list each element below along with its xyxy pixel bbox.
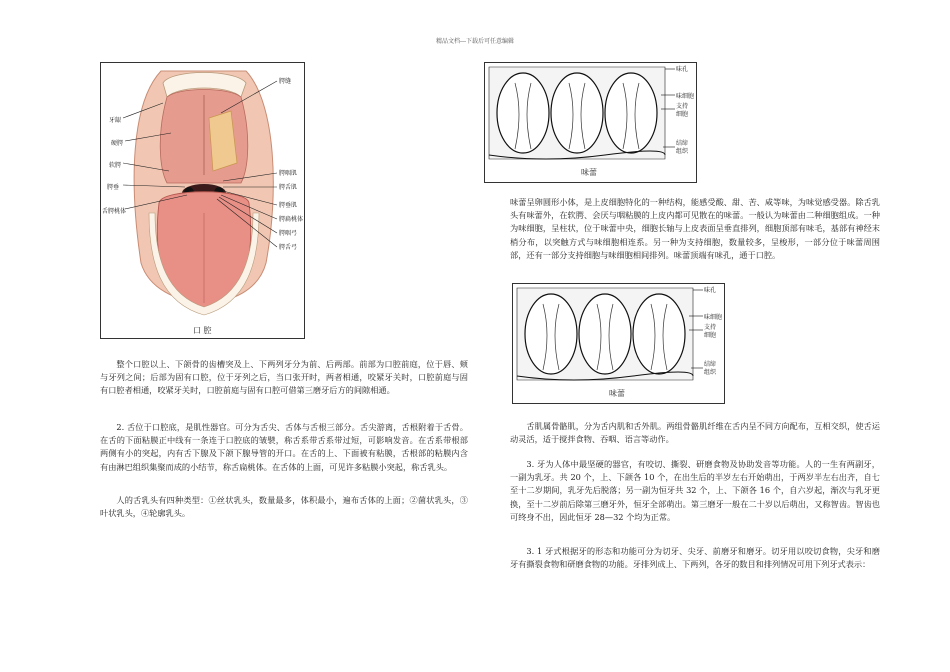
label-levator: 腭垂肌: [279, 202, 298, 209]
label-palatopharyngeal-arch: 腭咽弓: [279, 230, 298, 237]
label-palatoglossus: 腭舌肌: [279, 184, 298, 191]
paragraph-teeth: 3. 牙为人体中最坚硬的器官，有咬切、撕裂、研磨食物及协助发音等功能。人的一生有两副牙，一副为乳牙。共 20 个，上、下颌各 10 个，在出生后的半岁左右开始萌出，于两岁半左右出齐，自七至十二岁期间，乳牙先后脱落；另一副为恒牙共 32 个，上、下颌各 16 个，自六岁起，渐次与乳牙更换，至十二岁前后除第三磨牙外，恒牙全部萌出。第三磨牙一般在二十岁以后萌出，又称智齿。智齿也可终身不出，因此恒牙 28—32 个均为正常。: [510, 459, 880, 522]
paragraph-oral-cavity: 整个口腔以上、下颌骨的齿槽突及上、下两列牙分为前、后两部。前部为口腔前庭，位于唇、颊与牙列之间；后部为固有口腔，位于牙列之后，当口张开时，两者相通，咬紧牙关时，口腔前庭与固有口腔者相通，咬紧牙关时，口腔前庭与固有口腔可借第三磨牙后方的间隙相通。: [100, 359, 468, 396]
taste-bud-illustration-1: [485, 63, 696, 182]
label-support-cell-1: 支持: [704, 324, 717, 331]
taste-bud-figure-1: [484, 62, 697, 183]
label-support-cell-1: 支持: [676, 103, 689, 110]
taste-bud-illustration-2: [513, 284, 724, 403]
label-connective-tissue-1: 结缔: [704, 361, 717, 368]
page-header: 精品文档---下载后可任意编辑: [435, 38, 515, 45]
label-support-cell-2: 细胞: [676, 111, 689, 118]
label-palatoglossal-arch: 腭舌弓: [279, 244, 298, 251]
label-support-cell-2: 细胞: [704, 332, 717, 339]
taste-bud-figure-2: [512, 283, 725, 404]
label-uvula: 腭垂: [107, 184, 120, 191]
label-palatopharyngeus: 腭咽肌: [279, 170, 298, 177]
mouth-illustration: [101, 63, 304, 338]
label-gum: 牙龈: [109, 117, 122, 124]
label-palatine-raphe: 腭缝: [279, 78, 292, 85]
paragraph-tongue-muscle: 舌肌属骨骼肌，分为舌内肌和舌外肌。两组骨骼肌纤维在舌内呈不同方向配布，互相交织，使舌运动灵活，适于搅拌食物、吞咽、语言等动作。: [510, 421, 880, 445]
label-taste-pore: 味孔: [704, 287, 717, 294]
label-connective-tissue-2: 组织: [704, 369, 717, 376]
mouth-caption: 口 腔: [193, 326, 212, 335]
label-palatine-tonsil: 腭扁桃体: [279, 216, 304, 223]
mouth-figure: [100, 62, 305, 339]
label-taste-cell: 味细胞: [704, 314, 723, 321]
label-taste-pore: 味孔: [676, 66, 689, 73]
paragraph-dental-formula: 3. 1 牙式根据牙的形态和功能可分为切牙、尖牙、前磨牙和磨牙。切牙用以咬切食物，尖牙和磨牙有撕裂食物和研磨食物的功能。牙排列成上、下两列，各牙的数目和排列情况可用下列牙式表示：: [510, 546, 880, 570]
label-tonsil: 舌腭桃体: [102, 208, 127, 215]
label-connective-tissue-2: 组织: [676, 148, 689, 155]
paragraph-tongue: 2. 舌位于口腔底，是肌性器官。可分为舌尖、舌体与舌根三部分。舌尖游离，舌根附着于舌骨。在舌的下面粘膜正中线有一条连于口腔底的皱襞，称舌系带舌系带过短，可影响发音。在舌系带根部两侧有小的突起，内有舌下腺及下颌下腺导管的开口。在舌的上、下面被有粘膜，舌根部的粘膜内含有由淋巴组织集聚而成的小结节，称舌扁桃体。在舌体的上面，可见许多粘膜小突起，称舌乳头。: [100, 422, 468, 472]
taste-bud-caption-2: 味蕾: [609, 389, 625, 398]
label-connective-tissue-1: 结缔: [676, 140, 689, 147]
taste-bud-caption-1: 味蕾: [581, 168, 597, 177]
label-soft-palate: 软腭: [109, 162, 122, 169]
label-hard-palate: 硬腭: [111, 140, 124, 147]
paragraph-taste-bud: 味蕾呈卵圆形小体，是上皮细胞特化的一种结构，能感受酸、甜、苦、咸等味，为味觉感受器。除舌乳头有味蕾外，在软腭、会厌与咽粘膜的上皮内都可见散在的味蕾。一般认为味蕾由二种细胞组成。一种为味细胞，呈柱状，位于味蕾中央，细胞长轴与上皮表面呈垂直排列，细胞顶部有味毛，基部有神经末梢分布，以突触方式与味细胞相连系。另一种为支持细胞，数量较多，呈梭形，一部分位于味蕾周围部，还有一部分支持细胞与味细胞相间排列。味蕾顶端有味孔，通于口腔。: [510, 197, 880, 260]
paragraph-papillae: 人的舌乳头有四种类型：①丝状乳头，数量最多，体积最小，遍布舌体的上面；②菌状乳头，③叶状乳头，④轮廓乳头。: [100, 495, 468, 519]
label-taste-cell: 味细胞: [676, 93, 695, 100]
